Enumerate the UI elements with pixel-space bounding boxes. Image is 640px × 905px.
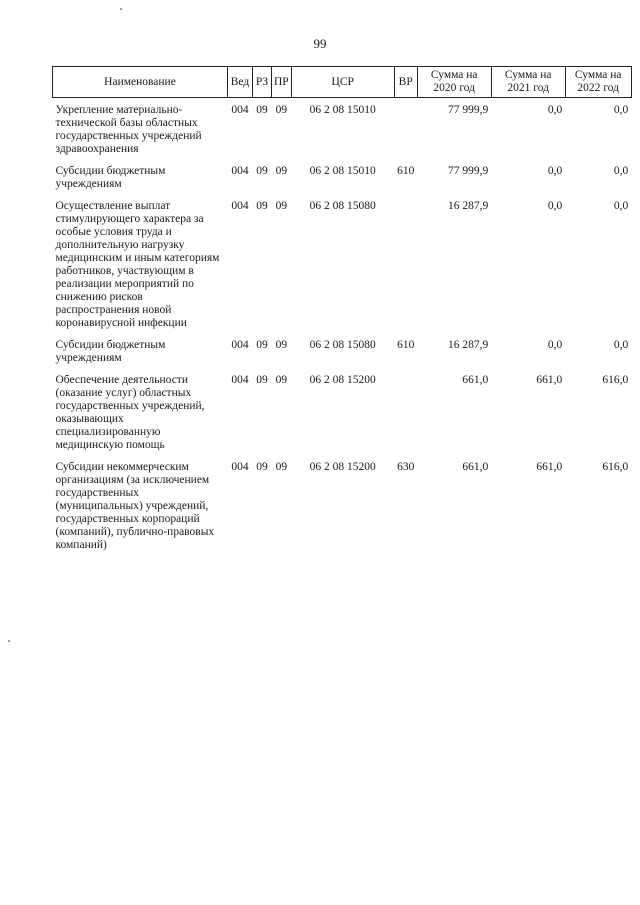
cell-pr: 09 <box>275 104 288 116</box>
cell-name: Субсидии бюджетным учреждениям <box>55 165 166 190</box>
scan-mark <box>120 8 122 10</box>
cell-name: Обеспечение деятельности (оказание услуг) областных государственных учреждений, оказывающих специализированную медицинскую помощь <box>55 374 205 451</box>
cell-vr <box>394 194 417 333</box>
cell-sum-2021: 0,0 <box>547 104 563 116</box>
table-row <box>53 333 632 368</box>
cell-rz: 09 <box>256 461 268 473</box>
cell-csr: 06 2 08 15200 <box>309 374 376 386</box>
cell-pr: 09 <box>275 339 288 351</box>
table-row <box>53 98 632 160</box>
cell-csr: 06 2 08 15010 <box>309 165 376 177</box>
cell-sum-2022: 0,0 <box>613 165 629 177</box>
cell-name: Субсидии бюджетным учреждениям <box>55 339 166 364</box>
cell-name: Осуществление выплат стимулирующего характера за особые условия труда и дополнительную нагрузку медицинским и иным категориям работников, участвующим в реализации мероприятий по снижению рисков распространения новой коронавирусной инфекции <box>55 200 220 329</box>
cell-vr <box>394 368 417 455</box>
header-sum-2020: Сумма на 2020 год <box>417 67 491 98</box>
page-number: 99 <box>313 36 327 51</box>
header-pr: ПР <box>272 67 292 98</box>
cell-name: Укрепление материально-технической базы областных государственных учреждений здравоохранения <box>55 104 202 155</box>
header-csr: ЦСР <box>291 67 394 98</box>
cell-ved: 004 <box>231 374 249 386</box>
header-sum-2021: Сумма на 2021 год <box>491 67 565 98</box>
table-row <box>53 368 632 455</box>
cell-pr: 09 <box>275 200 288 212</box>
cell-ved: 004 <box>231 339 249 351</box>
cell-pr: 09 <box>275 165 288 177</box>
cell-ved: 004 <box>231 165 249 177</box>
table-body <box>53 98 632 556</box>
cell-sum-2020: 16 287,9 <box>447 200 489 212</box>
cell-sum-2022: 616,0 <box>602 461 629 473</box>
table-row <box>53 159 632 194</box>
cell-sum-2021: 0,0 <box>547 339 563 351</box>
cell-sum-2020: 16 287,9 <box>447 339 489 351</box>
cell-sum-2020: 77 999,9 <box>447 165 489 177</box>
cell-sum-2022: 0,0 <box>613 200 629 212</box>
header-name: Наименование <box>53 67 228 98</box>
cell-sum-2022: 616,0 <box>602 374 629 386</box>
table-row <box>53 194 632 333</box>
cell-ved: 004 <box>231 200 249 212</box>
cell-csr: 06 2 08 15080 <box>309 339 376 351</box>
table-row <box>53 455 632 555</box>
cell-vr: 610 <box>397 339 415 351</box>
header-rz: РЗ <box>253 67 272 98</box>
cell-rz: 09 <box>256 165 268 177</box>
cell-csr: 06 2 08 15080 <box>309 200 376 212</box>
cell-sum-2020: 77 999,9 <box>447 104 489 116</box>
cell-ved: 004 <box>231 461 249 473</box>
cell-sum-2021: 661,0 <box>536 374 563 386</box>
cell-pr: 09 <box>275 374 288 386</box>
cell-sum-2021: 661,0 <box>536 461 563 473</box>
header-vr: ВР <box>394 67 417 98</box>
cell-vr: 630 <box>397 461 415 473</box>
cell-sum-2020: 661,0 <box>462 374 489 386</box>
cell-sum-2020: 661,0 <box>462 461 489 473</box>
cell-sum-2022: 0,0 <box>613 339 629 351</box>
budget-table <box>52 66 632 555</box>
cell-rz: 09 <box>256 339 268 351</box>
cell-pr: 09 <box>275 461 288 473</box>
cell-ved: 004 <box>231 104 249 116</box>
scan-mark <box>8 640 10 642</box>
table-header-row <box>53 67 632 98</box>
cell-vr: 610 <box>397 165 415 177</box>
cell-rz: 09 <box>256 374 268 386</box>
cell-rz: 09 <box>256 200 268 212</box>
cell-sum-2022: 0,0 <box>613 104 629 116</box>
cell-name: Субсидии некоммерческим организациям (за исключением государственных (муниципальных) учреждений, государственных корпораций (компаний), публично-правовых компаний) <box>55 461 215 551</box>
cell-rz: 09 <box>256 104 268 116</box>
header-ved: Вед <box>228 67 253 98</box>
cell-csr: 06 2 08 15010 <box>309 104 376 116</box>
cell-vr <box>394 98 417 160</box>
header-sum-2022: Сумма на 2022 год <box>565 67 631 98</box>
cell-sum-2021: 0,0 <box>547 165 563 177</box>
cell-csr: 06 2 08 15200 <box>309 461 376 473</box>
cell-sum-2021: 0,0 <box>547 200 563 212</box>
